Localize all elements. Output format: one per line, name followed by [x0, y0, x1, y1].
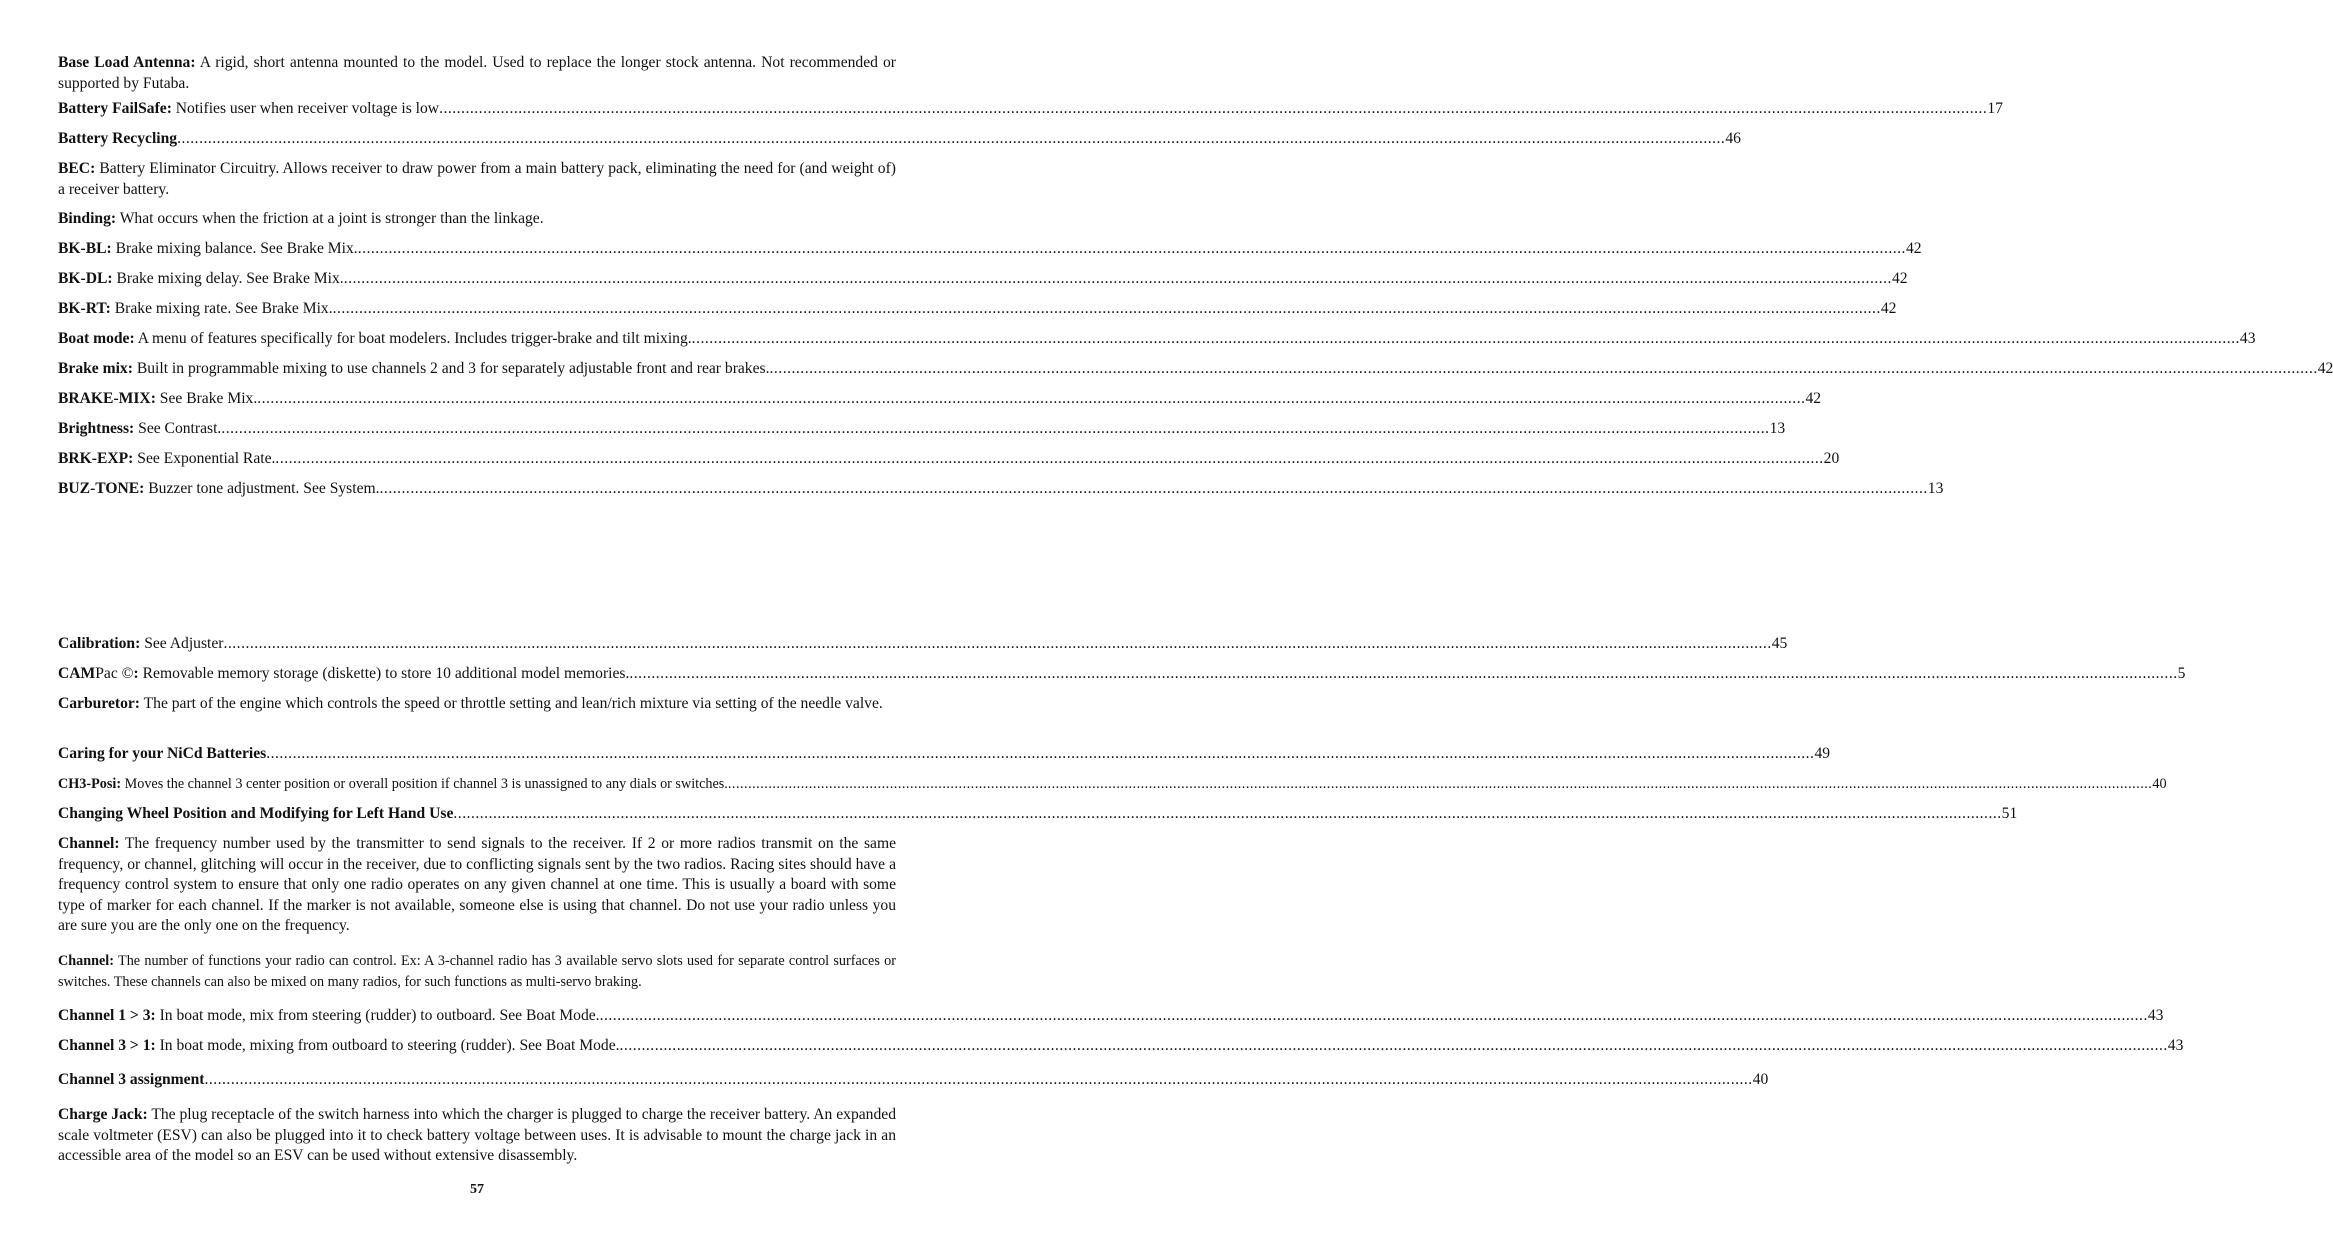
entry-text: Removable memory storage (diskette) to store 10 additional model memories.: [138, 665, 630, 682]
entry-bec: [58, 159, 896, 200]
entry-term: Charge Jack:: [58, 1106, 148, 1123]
entry-text: See Exponential Rate.: [133, 450, 276, 467]
entry-bk-rt: [58, 299, 1897, 320]
entry-text: What occurs when the friction at a joint is stronger than the linkage.: [116, 210, 544, 227]
entry-calibration: [58, 634, 1788, 655]
entry-term: Base Load Antenna:: [58, 54, 196, 71]
entry-caring-nicd: [58, 744, 1831, 765]
entry-term: Caring for your NiCd Batteries: [58, 745, 267, 762]
entry-text: Battery Eliminator Circuitry. Allows receiver to draw power from a main battery pack, eliminating the need for (and weight of) a receiver battery.: [58, 160, 896, 198]
entry-campac: [58, 664, 2186, 685]
entry-page: 13: [1927, 480, 1944, 497]
entry-term-suffix: Pac ©: [95, 665, 134, 682]
entry-text: Moves the channel 3 center position or overall position if channel 3 is unassigned to any dials or switches.: [121, 776, 728, 792]
entry-bk-dl: [58, 269, 1908, 290]
entry-term: Channel:: [58, 953, 114, 969]
entry-text: The part of the engine which controls the speed or throttle setting and lean/rich mixture via setting of the needle valve.: [140, 695, 883, 712]
entry-term: BEC:: [58, 160, 96, 177]
entry-battery-recycling: [58, 129, 1741, 150]
entry-page: 46: [1725, 130, 1741, 147]
entry-changing-wheel: [58, 804, 2018, 825]
entry-text: The frequency number used by the transmitter to send signals to the receiver. If 2 or more radios transmit on the same frequency, or channel, glitching will occur in the receiver, due to conflicting signals sent by the two radios. Racing sites should have a frequency control system to ensure that only one radio operates on any given channel at one time. This is usually a board with some type of marker for each channel. If the marker is not available, someone else is using that channel. Do not use your radio unless you are sure you are the only one on the frequency.: [58, 835, 896, 934]
entry-text: A rigid, short antenna mounted to the model. Used to replace the longer stock antenna. Not recommended or supported by Futaba.: [58, 54, 896, 92]
entry-page: 5: [2177, 665, 2186, 682]
entry-text: The plug receptacle of the switch harness into which the charger is plugged to charge the receiver battery. An expanded scale voltmeter (ESV) can also be plugged into it to check battery voltage between uses. It is advisable to mount the charge jack in an accessible area of the model so an ESV can be used without extensive disassembly.: [58, 1106, 896, 1164]
entry-text: See Contrast.: [134, 420, 222, 437]
entry-carburetor: [58, 694, 896, 715]
entry-channel-3-1: [58, 1036, 2184, 1057]
entry-channel-frequency: [58, 834, 896, 937]
entry-brake-mix-menu: [58, 389, 1822, 410]
entry-term: BRK-EXP:: [58, 450, 134, 467]
entry-base-load-antenna: [58, 53, 896, 94]
entry-page: 42: [2317, 360, 2333, 377]
entry-term: Calibration:: [58, 635, 141, 652]
entry-ch3-posi: [58, 774, 2167, 795]
entry-term: Binding:: [58, 210, 117, 227]
entry-page: 20: [1823, 450, 1840, 467]
entry-brightness: [58, 419, 1786, 440]
entry-term: Channel 3 assignment: [58, 1071, 205, 1088]
entry-term: Brightness:: [58, 420, 135, 437]
entry-term: Boat mode:: [58, 330, 135, 347]
entry-text: In boat mode, mix from steering (rudder) to outboard. See Boat Mode.: [155, 1007, 600, 1024]
entry-bk-bl: [58, 239, 1922, 260]
entry-text: The number of functions your radio can control. Ex: A 3-channel radio has 3 available servo slots used for separate control surfaces or switches. These channels can also be mixed on many radios, for such functions as multi-servo braking.: [58, 953, 896, 990]
entry-text: Buzzer tone adjustment. See System.: [144, 480, 380, 497]
entry-page: 51: [2001, 805, 2018, 822]
entry-text: Brake mixing balance. See Brake Mix.: [111, 240, 358, 257]
entry-boat-mode: [58, 329, 2256, 350]
entry-page: 45: [1771, 635, 1788, 652]
entry-page: 49: [1814, 745, 1831, 762]
entry-brk-exp: [58, 449, 1840, 470]
entry-page: 43: [2147, 1007, 2164, 1024]
entry-text: Built in programmable mixing to use channels 2 and 3 for separately adjustable front and rear brakes.: [132, 360, 770, 377]
entry-page: 43: [2239, 330, 2256, 347]
page-number: 57: [470, 1182, 484, 1197]
entry-page: 42: [1891, 270, 1908, 287]
entry-page: 42: [1880, 300, 1897, 317]
entry-page: 17: [1987, 100, 2003, 117]
entry-term: BK-BL:: [58, 240, 112, 257]
entry-term: Changing Wheel Position and Modifying for Left Hand Use: [58, 805, 454, 822]
entry-term: Battery FailSafe:: [58, 100, 172, 117]
entry-term: Battery Recycling: [58, 130, 178, 147]
entry-page: 43: [2167, 1037, 2184, 1054]
entry-text: Notifies user when receiver voltage is low: [171, 100, 440, 117]
entry-text: Brake mixing delay. See Brake Mix.: [112, 270, 344, 287]
entry-text: See Adjuster: [140, 635, 224, 652]
entry-term: BUZ-TONE:: [58, 480, 145, 497]
entry-channel-3-assignment: [58, 1070, 1769, 1091]
entry-term: BK-RT:: [58, 300, 111, 317]
entry-term: Channel 1 > 3:: [58, 1007, 156, 1024]
entry-term: CAM: [58, 665, 96, 682]
entry-channel-1-3: [58, 1006, 2164, 1027]
entry-term: Channel:: [58, 835, 120, 852]
entry-channel-functions: [58, 951, 896, 992]
entry-page: 42: [1805, 390, 1822, 407]
entry-term: Carburetor:: [58, 695, 140, 712]
entry-page: 42: [1905, 240, 1922, 257]
entry-term: CH3-Posi:: [58, 776, 122, 792]
entry-charge-jack: [58, 1105, 896, 1167]
entry-term-colon: :: [133, 665, 139, 682]
entry-term: Channel 3 > 1:: [58, 1037, 156, 1054]
entry-text: See Brake Mix.: [155, 390, 258, 407]
entry-term: Brake mix:: [58, 360, 133, 377]
entry-text: In boat mode, mixing from outboard to steering (rudder). See Boat Mode.: [155, 1037, 620, 1054]
entry-battery-failsafe: [58, 99, 2003, 120]
entry-page: 40: [2152, 776, 2167, 792]
entry-page: 13: [1769, 420, 1786, 437]
entry-text: A menu of features specifically for boat modelers. Includes trigger-brake and tilt mixing.: [134, 330, 692, 347]
entry-binding: [58, 209, 896, 230]
entry-brake-mix: [58, 359, 2333, 380]
entry-term: BK-DL:: [58, 270, 113, 287]
entry-term: BRAKE-MIX:: [58, 390, 156, 407]
entry-buz-tone: [58, 479, 1944, 500]
entry-text: Brake mixing rate. See Brake Mix.: [110, 300, 333, 317]
entry-page: 40: [1752, 1071, 1769, 1088]
